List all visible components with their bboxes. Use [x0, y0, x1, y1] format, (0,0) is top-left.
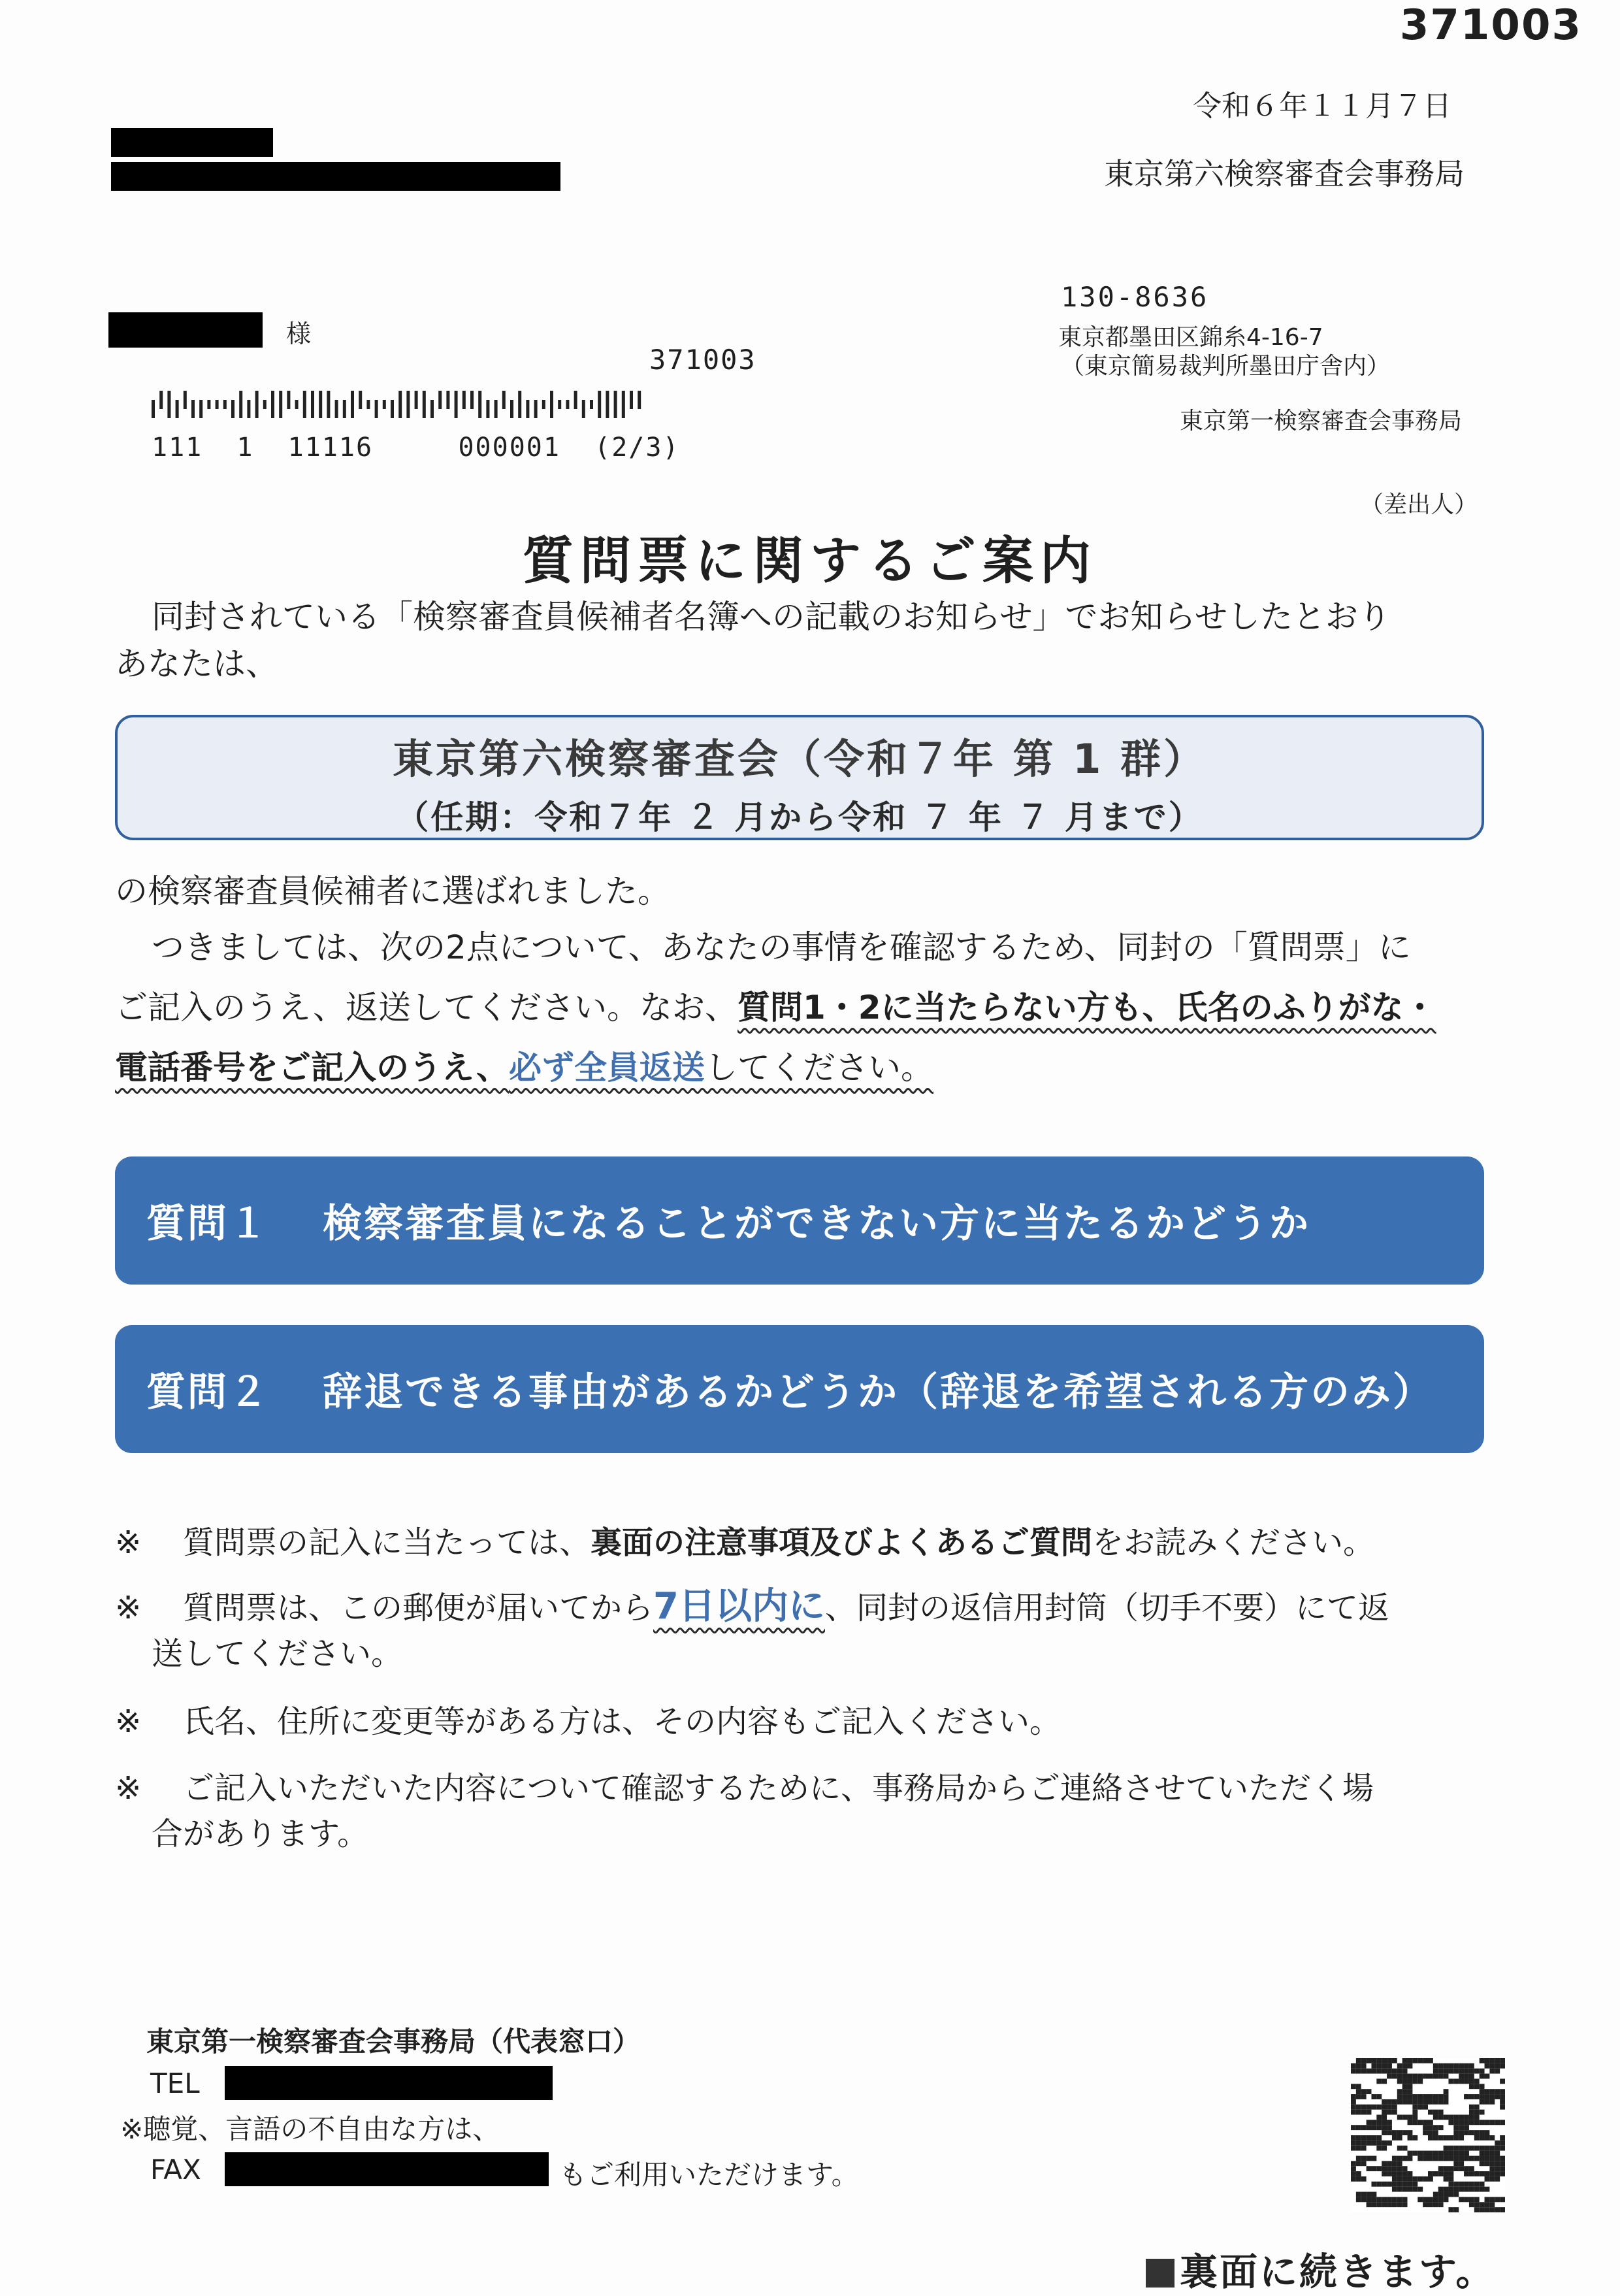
committee-term: （任期：令和７年 ２ 月から令和 ７ 年 ７ 月まで）: [396, 798, 1203, 836]
note-1-c: をお読みください。: [1092, 1524, 1375, 1561]
note-4-a: ご記入いただいた内容について確認するために、事務局からご連絡させていただく場: [183, 1770, 1374, 1807]
mail-code: 111 1 11116 000001 (2/3): [152, 433, 680, 463]
continue-text: 裏面に続きます。: [1180, 2250, 1496, 2294]
square-bullet-icon: [1146, 2259, 1174, 2288]
hearing-note: ※聴覚、言語の不自由な方は、: [120, 2113, 500, 2145]
document-number: 371003: [1399, 1, 1582, 50]
tel-label: TEL: [150, 2067, 200, 2099]
instruction-line1: つきましては、次の2点について、あなたの事情を確認するため、同封の「質問票」に: [152, 928, 1411, 966]
redacted-tel: [225, 2066, 553, 2100]
return-postal-code: 130-8636: [1061, 281, 1209, 313]
continue-notice: [1146, 2241, 1495, 2296]
note-mark: ※: [115, 1770, 142, 1807]
qr-code-icon: [1351, 2058, 1505, 2212]
note-3-text: 氏名、住所に変更等がある方は、その内容もご記入ください。: [183, 1703, 1061, 1740]
note-1: [115, 1520, 1487, 1566]
note-2: [115, 1584, 1487, 1677]
sender-office: 東京第六検察審査会事務局: [1104, 156, 1465, 191]
honorific: 様: [286, 320, 312, 348]
note-4-b: 合があります。: [152, 1816, 369, 1852]
intro-paragraph: [115, 587, 1487, 694]
committee-name: 東京第六検察審査会（令和７年 第 1 群）: [393, 735, 1207, 783]
note-2-c: 、同封の返信用封筒（切手不要）にて返: [824, 1590, 1389, 1626]
redacted-name: [108, 312, 263, 348]
selected-text: の検察審査員候補者に選ばれました。: [115, 872, 670, 910]
instruction-line2-emph: 質問1・2に当たらない方も、氏名のふりがな・: [737, 989, 1436, 1026]
redacted-address: [111, 162, 560, 191]
sender-label: （差出人）: [1360, 491, 1478, 518]
intro-line2: あなたは、: [115, 645, 278, 683]
note-1-a: 質問票の記入に当たっては、: [183, 1524, 591, 1561]
issue-date: 令和６年１１月７日: [1193, 90, 1451, 123]
return-office: 東京第一検察審査会事務局: [1180, 408, 1463, 435]
instruction-line3-emph: 電話番号をご記入のうえ、: [115, 1049, 509, 1087]
instruction-line2-plain: ご記入のうえ、返送してください。なお、: [115, 989, 737, 1026]
note-mark: ※: [115, 1524, 142, 1561]
question-1-bar: [115, 1156, 1484, 1285]
note-3: [115, 1699, 1487, 1745]
redacted-postal: [111, 128, 273, 157]
question-2-label: 質問２: [146, 1369, 270, 1415]
instruction-line3: [115, 1038, 1487, 1098]
question-1-label: 質問１: [146, 1201, 270, 1247]
note-mark: ※: [115, 1703, 142, 1740]
note-1-b: 裏面の注意事項及びよくあるご質問: [591, 1524, 1093, 1561]
mail-number: 371003: [649, 344, 756, 376]
page-title: 質問票に関するご案内: [522, 532, 1097, 591]
question-2-bar: [115, 1325, 1484, 1453]
note-mark: ※: [115, 1590, 142, 1626]
instruction-line3-blue: 必ず全員返送: [509, 1049, 705, 1087]
postal-barcode: [152, 391, 648, 418]
fax-suffix: もご利用いただけます。: [559, 2159, 859, 2191]
fax-label: FAX: [150, 2154, 201, 2186]
question-2-text: 辞退できる事由があるかどうか（辞退を希望される方のみ）: [323, 1369, 1434, 1415]
question-1-text: 検察審査員になることができない方に当たるかどうか: [323, 1201, 1310, 1247]
intro-line1: 同封されている「検察審査員候補者名簿への記載のお知らせ」でお知らせしたとおり: [152, 598, 1391, 636]
instruction-line2: [115, 977, 1487, 1038]
note-2-b: 7日以内に: [653, 1585, 825, 1628]
contact-title: 東京第一検察審査会事務局（代表窓口）: [146, 2025, 641, 2058]
return-address-line2: （東京簡易裁判所墨田庁舎内）: [1061, 353, 1391, 380]
note-4: [115, 1765, 1487, 1857]
committee-box: [115, 715, 1484, 840]
instruction-paragraph: [115, 917, 1487, 1098]
instruction-line3-end: してください。: [705, 1049, 933, 1087]
redacted-fax: [225, 2152, 549, 2186]
note-2-a: 質問票は、この郵便が届いてから: [183, 1590, 654, 1626]
note-2-d: 送してください。: [152, 1635, 403, 1672]
return-address-line1: 東京都墨田区錦糸4-16-7: [1058, 324, 1323, 351]
